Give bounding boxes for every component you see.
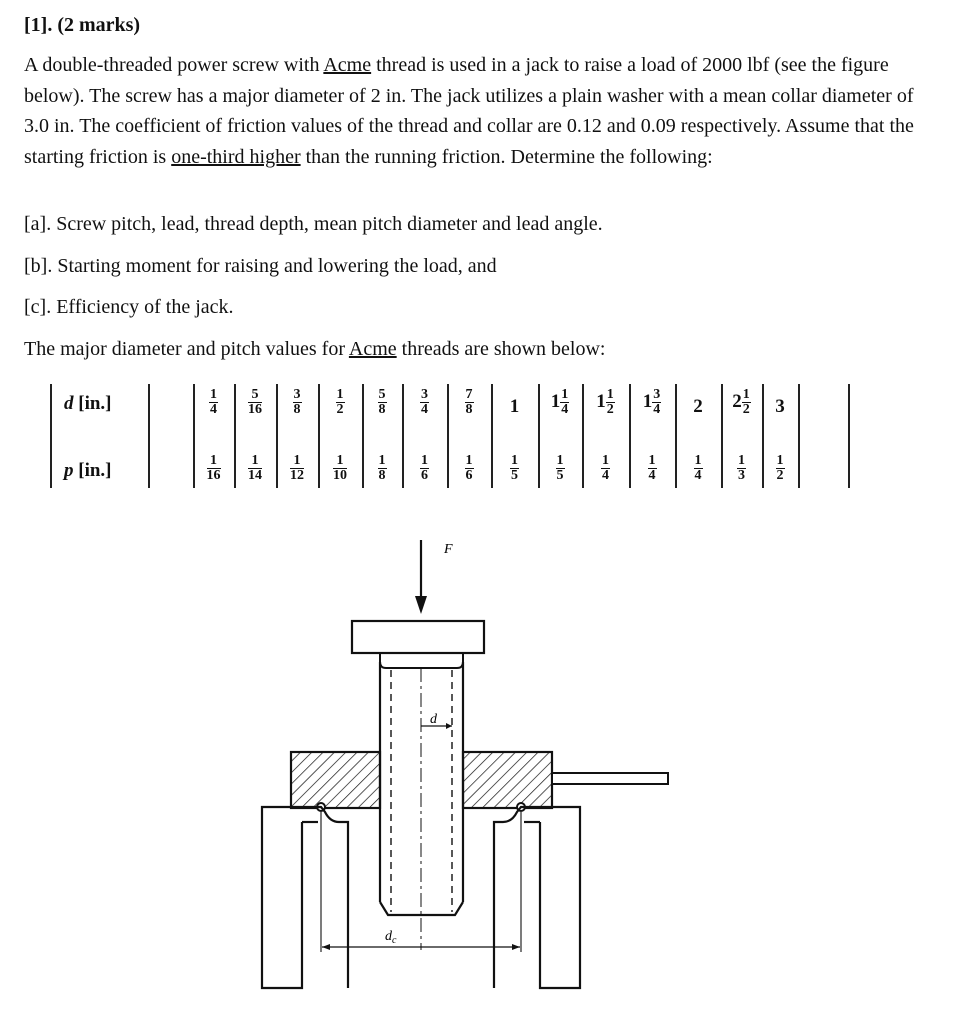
diameter-cell: 2 — [693, 396, 703, 417]
diameter-cell: 1 — [509, 396, 520, 417]
force-label: F — [444, 542, 453, 557]
table-intro-part-2: threads are shown below: — [396, 338, 606, 360]
diameter-cell: 1 $\frac{1}{2}$ — [596, 387, 614, 417]
pitch-cell: $\frac{1}{4}$ — [602, 453, 609, 483]
force-arrow — [415, 540, 427, 614]
diameter-cell: $\frac{7}{8}$ — [465, 387, 473, 417]
pitch-cell: $\frac{1}{8}$ — [378, 453, 386, 483]
pitch-cell: $\frac{1}{14}$ — [248, 453, 262, 483]
statement-part-1: A double-threaded power screw with — [24, 54, 324, 76]
pitch-cell: $\frac{1}{16}$ — [206, 453, 221, 483]
screw-shaft — [380, 662, 463, 950]
pitch-cell: $\frac{1}{3}$ — [738, 453, 745, 483]
pitch-cell: $\frac{1}{6}$ — [465, 453, 473, 483]
diameter-cell: $\frac{5}{16}$ — [248, 387, 262, 417]
statement-part-3: than the running friction. Determine the following: — [300, 145, 713, 168]
cap-neck — [380, 653, 463, 668]
question-c: [c]. Efficiency of the jack. — [24, 296, 234, 318]
collar-diameter-label: $d_c$ — [385, 929, 397, 946]
pitch-cell: $\frac{1}{12}$ — [290, 453, 304, 483]
diameter-cell: $\frac{3}{8}$ — [293, 387, 301, 417]
diameter-cell: 3 — [775, 396, 785, 417]
one-third-higher-underlined: one-third higher — [171, 145, 301, 168]
table-intro-part-1: The major diameter and pitch values for — [24, 338, 349, 360]
pitch-row-label: p [in.] — [64, 460, 112, 481]
problem-title: [1]. (2 marks) — [24, 14, 141, 36]
jack-handle — [552, 773, 668, 784]
statement-part-2: thread is used in a jack to raise a load of 2000 lbf (see the figure below). The screw has a major diameter of 2 in. The jack utilizes a plain washer with a mean collar diameter of 3.0 in. The coefficient of friction values of the thread and collar are 0.12 and 0.09 respectively. Assume that the starting friction is — [24, 54, 914, 168]
question-a: [a]. Screw pitch, lead, thread depth, mean pitch diameter and lead angle. — [24, 213, 603, 235]
diameter-cell: 2 $\frac{1}{2}$ — [732, 387, 750, 417]
diameter-cell: 1 $\frac{3}{4}$ — [642, 387, 661, 417]
pitch-cell: $\frac{1}{4}$ — [694, 453, 702, 483]
diameter-row-label: d [in.] — [64, 393, 112, 414]
acme-underlined-2: Acme — [348, 338, 397, 360]
pitch-cell: $\frac{1}{2}$ — [776, 453, 784, 483]
diameter-cell: $\frac{1}{2}$ — [336, 387, 344, 417]
diameter-cell: $\frac{1}{4}$ — [210, 387, 217, 417]
load-cap — [352, 621, 484, 653]
diameter-cell: $\frac{3}{4}$ — [421, 387, 428, 417]
acme-underlined: Acme — [323, 54, 372, 76]
question-b: [b]. Starting moment for raising and lowering the load, and — [24, 255, 497, 277]
pitch-cell: $\frac{1}{10}$ — [333, 453, 347, 483]
pitch-cell: $\frac{1}{5}$ — [556, 453, 564, 483]
pitch-cell: $\frac{1}{4}$ — [648, 453, 656, 483]
diameter-cell: $\frac{5}{8}$ — [378, 387, 386, 417]
diameter-label: d — [430, 712, 437, 727]
diameter-cell: 1 $\frac{1}{4}$ — [550, 387, 569, 417]
pitch-cell: $\frac{1}{5}$ — [511, 453, 518, 483]
pitch-cell: $\frac{1}{6}$ — [421, 453, 428, 483]
